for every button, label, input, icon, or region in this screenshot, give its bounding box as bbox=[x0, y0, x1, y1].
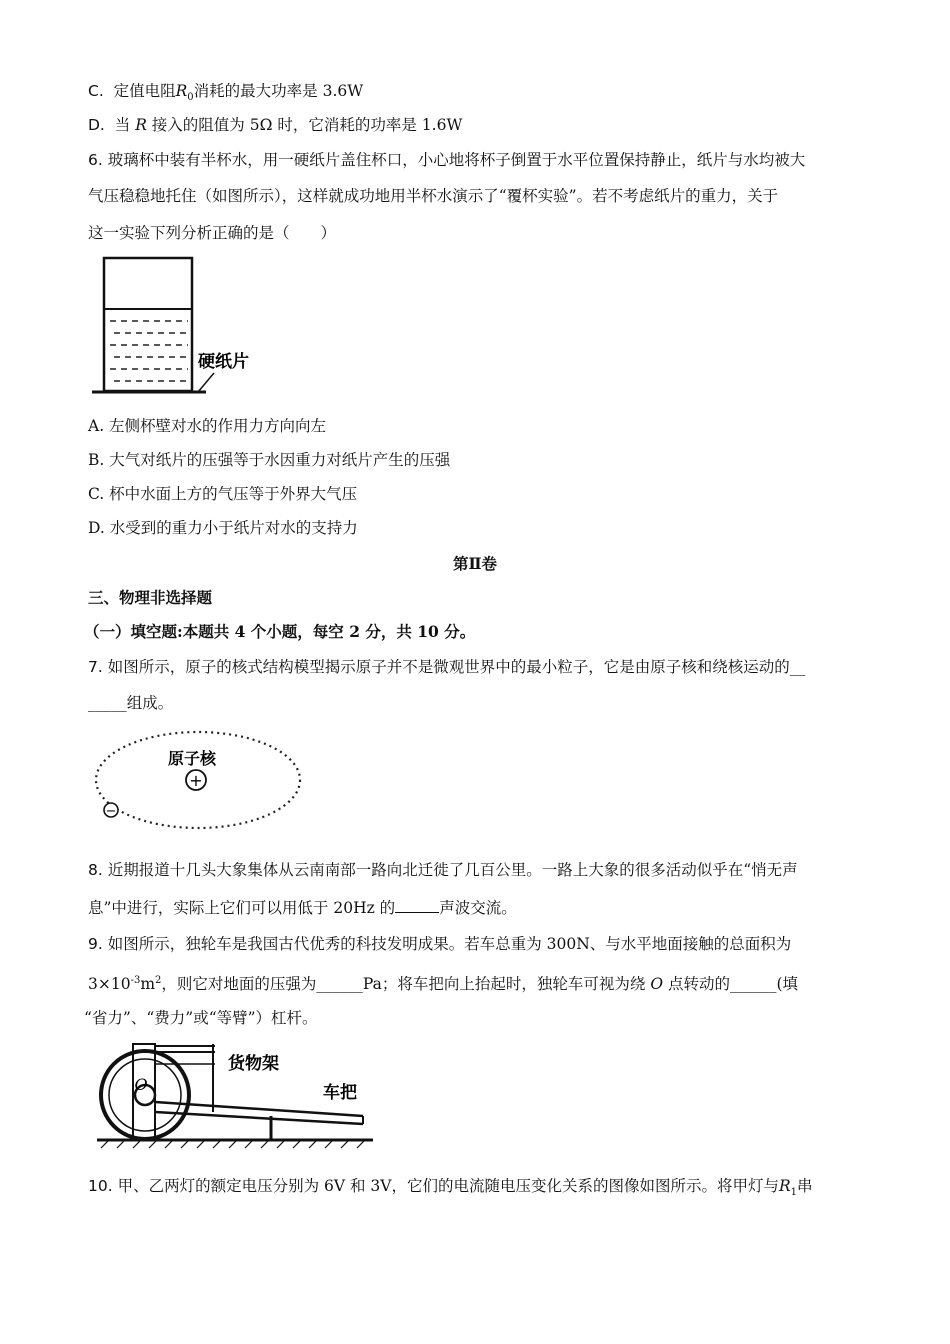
wheelbarrow-figure bbox=[95, 1040, 380, 1152]
q8-stem-line1: 8. 近期报道十几头大象集体从云南南部一路向北迁徙了几百公里。一路上大象的很多活动似乎在“悄无声 bbox=[88, 861, 798, 879]
inverted-cup-figure bbox=[90, 255, 280, 400]
plus-symbol: + bbox=[189, 771, 203, 790]
pivot-o-label: O bbox=[134, 1075, 148, 1094]
q10-stem-line1: 10. 甲、乙两灯的额定电压分别为 6V 和 3V，它们的电流随电压变化关系的图像如图所示。将甲灯与$R_1$串 bbox=[88, 1177, 813, 1199]
q6-option-d: D. 水受到的重力小于纸片对水的支持力 bbox=[88, 519, 358, 537]
q6-option-c: C. 杯中水面上方的气压等于外界大气压 bbox=[88, 485, 358, 503]
part-title: 三、物理非选择题 bbox=[88, 588, 213, 607]
q5-option-c: C. 定值电阻$R_0$消耗的最大功率是 3.6W bbox=[88, 82, 364, 104]
q7-stem-line2: _____组成。 bbox=[88, 694, 174, 712]
paper-label: 硬纸片 bbox=[198, 352, 249, 372]
q7-stem-line1: 7. 如图所示，原子的核式结构模型揭示原子并不是微观世界中的最小粒子，它是由原子核和绕核运动的__ bbox=[88, 658, 806, 676]
minus-symbol: − bbox=[105, 804, 117, 819]
q6-option-b: B. 大气对纸片的压强等于水因重力对纸片产生的压强 bbox=[88, 451, 451, 469]
q6-stem-line3: 这一实验下列分析正确的是（ ） bbox=[88, 224, 337, 242]
q9-stem-line1: 9. 如图所示，独轮车是我国古代优秀的科技发明成果。若车总重为 300N、与水平地面接触的总面积为 bbox=[88, 935, 792, 953]
q8-stem-line2: 息”中进行，实际上它们可以用低于 20Hz 的 声波交流。 bbox=[88, 896, 517, 919]
atom-model-figure bbox=[88, 724, 318, 842]
q6-option-a: A. 左侧杯壁对水的作用力方向向左 bbox=[88, 417, 327, 435]
rack-label: 货物架 bbox=[228, 1054, 279, 1074]
q8-answer-blank[interactable] bbox=[395, 896, 439, 913]
q9-stem-line2: $3\times 10^{-3}m^2$，则它对地面的压强为______Pa；将车把向上抬起时，独轮车可视为绕 O 点转动的______(填 bbox=[88, 975, 799, 994]
handle-label: 车把 bbox=[323, 1083, 357, 1103]
q5-option-d: D. 当 R 接入的阻值为 5Ω 时，它消耗的功率是 1.6W bbox=[88, 116, 463, 134]
q6-stem-line2: 气压稳稳地托住（如图所示），这样就成功地用半杯水演示了“覆杯实验”。若不考虑纸片的重力，关于 bbox=[88, 187, 779, 205]
nucleus-label: 原子核 bbox=[168, 749, 217, 768]
q9-stem-line3: “省力”、“费力”或“等臂”）杠杆。 bbox=[84, 1009, 318, 1027]
volume-title: 第Ⅱ卷 bbox=[452, 554, 498, 573]
sub-title: （一）填空题:本题共 4 个小题，每空 2 分，共 10 分。 bbox=[84, 622, 476, 641]
q6-stem-line1: 6. 玻璃杯中装有半杯水，用一硬纸片盖住杯口，小心地将杯子倒置于水平位置保持静止，纸片与水均被大 bbox=[88, 151, 806, 169]
q7-answer-blank[interactable]: _____ bbox=[88, 694, 127, 712]
